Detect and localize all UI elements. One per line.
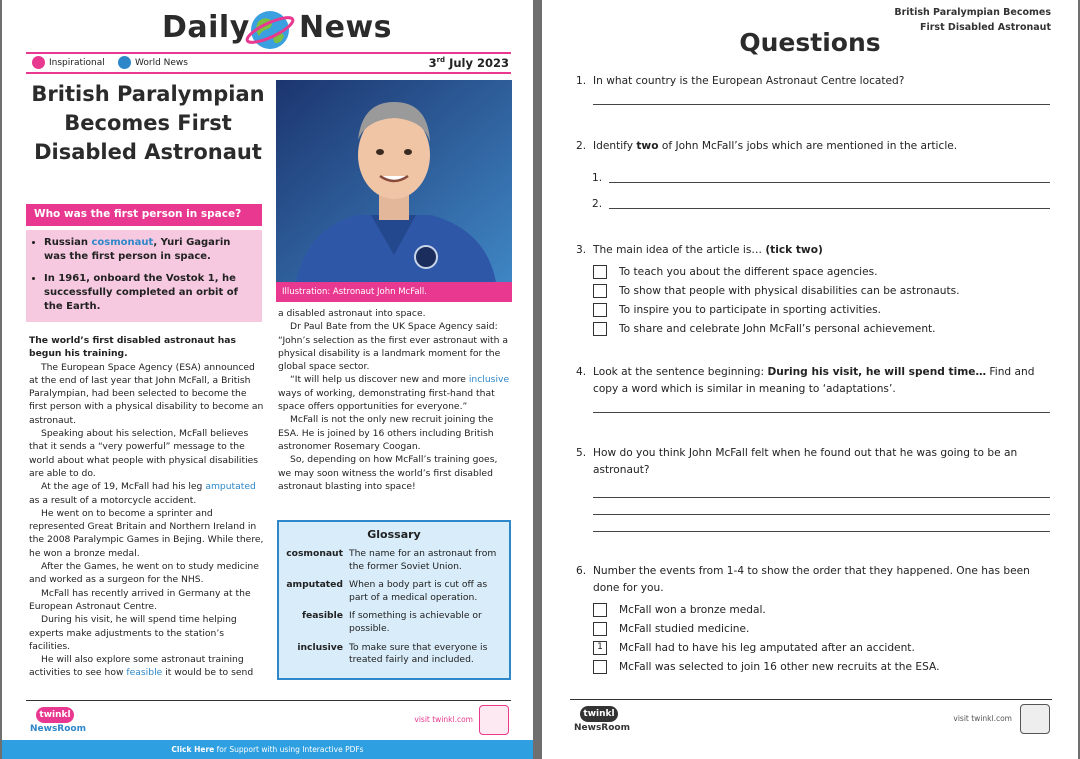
glossary-link-inclusive[interactable]: inclusive (468, 374, 510, 386)
issue-date: 3rd July 2023 (428, 56, 509, 70)
answer-number: 2. (592, 198, 603, 210)
tick-option[interactable]: To inspire you to participate in sporting activities. (593, 303, 881, 317)
section-bar (26, 52, 511, 74)
glossary-link-cosmonaut[interactable]: cosmonaut (91, 237, 154, 248)
masthead (2, 6, 533, 54)
tag-label: Inspirational (49, 57, 105, 68)
article-paragraph: a disabled astronaut into space. (278, 308, 426, 319)
tag-inspirational (32, 56, 105, 69)
checkbox[interactable] (593, 303, 607, 317)
article-paragraph: So, depending on how McFall’s training goes, we may soon witness the world’s first disabled astronaut blasting into space! (278, 454, 498, 492)
question-4: 4. Look at the sentence beginning: During his visit, he will spend time… Find and copy a word which is similar in meaning to ‘adaptations’. (576, 366, 1035, 395)
answer-line[interactable] (593, 497, 1050, 498)
glossary-link-amputated[interactable]: amputated (205, 481, 256, 493)
question-6: 6. Number the events from 1-4 to show the order that they happened. One has been done for you. (576, 565, 1030, 594)
answer-line[interactable] (609, 182, 1050, 183)
order-event[interactable]: McFall studied medicine. (593, 622, 749, 636)
quality-seal-icon (1020, 704, 1050, 734)
article-paragraph: Dr Paul Bate from the UK Space Agency said: “John’s selection as the first ever astronaut with a physical disability is a landmark moment for the global space sector. (278, 321, 509, 373)
article-paragraph: He went on to become a sprinter and represented Great Britain and Northern Ireland in the 2008 Paralympic Games in Bejing. While there, he won a bronze medal. (29, 507, 264, 559)
glossary-entry: feasible If something is achievable or possible. (301, 610, 482, 634)
article-paragraph: He will also explore some astronaut training activities to see how feasible it would be to send (29, 654, 254, 679)
newspaper-page (2, 0, 533, 759)
twinkl-newsroom-logo[interactable]: twinkl NewsRoom (574, 706, 628, 734)
questions-page (542, 0, 1078, 759)
checkbox[interactable] (593, 265, 607, 279)
fact-box (26, 230, 262, 322)
astronaut-illustration (276, 80, 512, 302)
fact-box-title: Who was the first person in space? (26, 204, 262, 226)
photo-caption: Illustration: Astronaut John McFall. (276, 282, 512, 302)
page-footer (26, 700, 511, 740)
tick-option[interactable]: To share and celebrate John McFall’s personal achievement. (593, 322, 936, 336)
order-event[interactable]: McFall won a bronze medal. (593, 603, 766, 617)
answer-line[interactable] (609, 208, 1050, 209)
answer-line[interactable] (593, 514, 1050, 515)
fact-item: • Russian cosmonaut, Yuri Gagarin was the first person in space. (44, 236, 254, 264)
globe-icon (118, 56, 131, 69)
visit-link[interactable]: visit twinkl.com (414, 715, 473, 724)
checkbox[interactable] (593, 284, 607, 298)
astronaut-portrait-icon (276, 80, 512, 282)
answer-line[interactable] (593, 104, 1050, 105)
glossary-title: Glossary (367, 528, 421, 541)
page-footer (570, 699, 1052, 739)
question-5: 5. How do you think John McFall felt when he found out that he was going to be an astronaut? (576, 447, 1018, 476)
question-1: 1. In what country is the European Astronaut Centre located? (576, 75, 905, 87)
answer-number: 1. (592, 172, 603, 184)
article-paragraph: The European Space Agency (ESA) announced at the end of last year that John McFall, a British Paralympian, had been selected to become the first person with a physical disability to become an astronaut. (29, 361, 264, 426)
quality-seal-icon (479, 705, 509, 735)
article-column-2 (278, 307, 512, 493)
question-3: 3. The main idea of the article is… (tick two) (576, 244, 823, 256)
article-paragraph: After the Games, he went on to study medicine and worked as a surgeon for the NHS. (29, 561, 259, 586)
number-box[interactable] (593, 660, 607, 674)
answer-line[interactable] (593, 531, 1050, 532)
number-box[interactable] (593, 603, 607, 617)
support-link: Click Here (171, 745, 215, 754)
headline: British Paralympian Becomes First Disabled Astronaut (31, 82, 265, 164)
number-box[interactable] (593, 622, 607, 636)
tag-label: World News (135, 57, 188, 68)
support-bar[interactable]: Click Here for Support with using Interactive PDFs (2, 740, 533, 759)
masthead-daily: Daily (162, 10, 250, 45)
tick-option[interactable]: To show that people with physical disabilities can be astronauts. (593, 284, 960, 298)
running-header: British Paralympian Becomes First Disabled Astronaut (894, 7, 1051, 33)
glossary-entry: cosmonaut The name for an astronaut from the former Soviet Union. (286, 548, 497, 572)
page-title: Questions (739, 28, 881, 57)
article-paragraph: McFall has recently arrived in Germany at the European Astronaut Centre. (29, 587, 251, 612)
lightbulb-icon (32, 56, 45, 69)
tag-world-news (118, 56, 188, 69)
question-2: 2. Identify two of John McFall’s jobs which are mentioned in the article. (576, 140, 958, 152)
article-paragraph: During his visit, he will spend time helping experts make adjustments to the station’s facilities. (29, 614, 237, 652)
visit-link[interactable]: visit twinkl.com (953, 714, 1012, 723)
glossary-box (277, 520, 511, 680)
article-paragraph: Speaking about his selection, McFall believes that it sends a “very powerful” message to the world about what people with physical disabilities are able to do. (29, 428, 259, 479)
twinkl-newsroom-logo[interactable]: twinkl NewsRoom (30, 707, 84, 735)
answer-line[interactable] (593, 412, 1050, 413)
globe-logo-icon (244, 6, 296, 54)
masthead-news: News (299, 10, 393, 45)
article-paragraph: At the age of 19, McFall had his leg amputated as a result of a motorcycle accident. (29, 481, 256, 506)
glossary-entry: amputated When a body part is cut off as part of a medical operation. (286, 579, 488, 603)
tick-option[interactable]: To teach you about the different space agencies. (593, 265, 878, 279)
number-box[interactable]: 1 (593, 641, 607, 655)
order-event[interactable]: 1 McFall had to have his leg amputated after an accident. (593, 641, 915, 655)
fact-item: • In 1961, onboard the Vostok 1, he successfully completed an orbit of the Earth. (44, 272, 254, 314)
checkbox[interactable] (593, 322, 607, 336)
glossary-link-feasible[interactable]: feasible (126, 667, 163, 679)
article-column-1 (29, 334, 267, 680)
glossary-entry: inclusive To make sure that everyone is treated fairly and included. (297, 641, 488, 666)
order-event[interactable]: McFall was selected to join 16 other new recruits at the ESA. (593, 660, 939, 674)
article-paragraph: “It will help us discover new and more inclusive ways of working, demonstrating first-hand that space offers opportunities for everyone.” (278, 374, 510, 413)
article-lead: The world’s first disabled astronaut has begun his training. (29, 335, 236, 360)
article-paragraph: McFall is not the only new recruit joining the ESA. He is joined by 16 others including British astronomer Rosemary Coogan. (278, 414, 494, 452)
